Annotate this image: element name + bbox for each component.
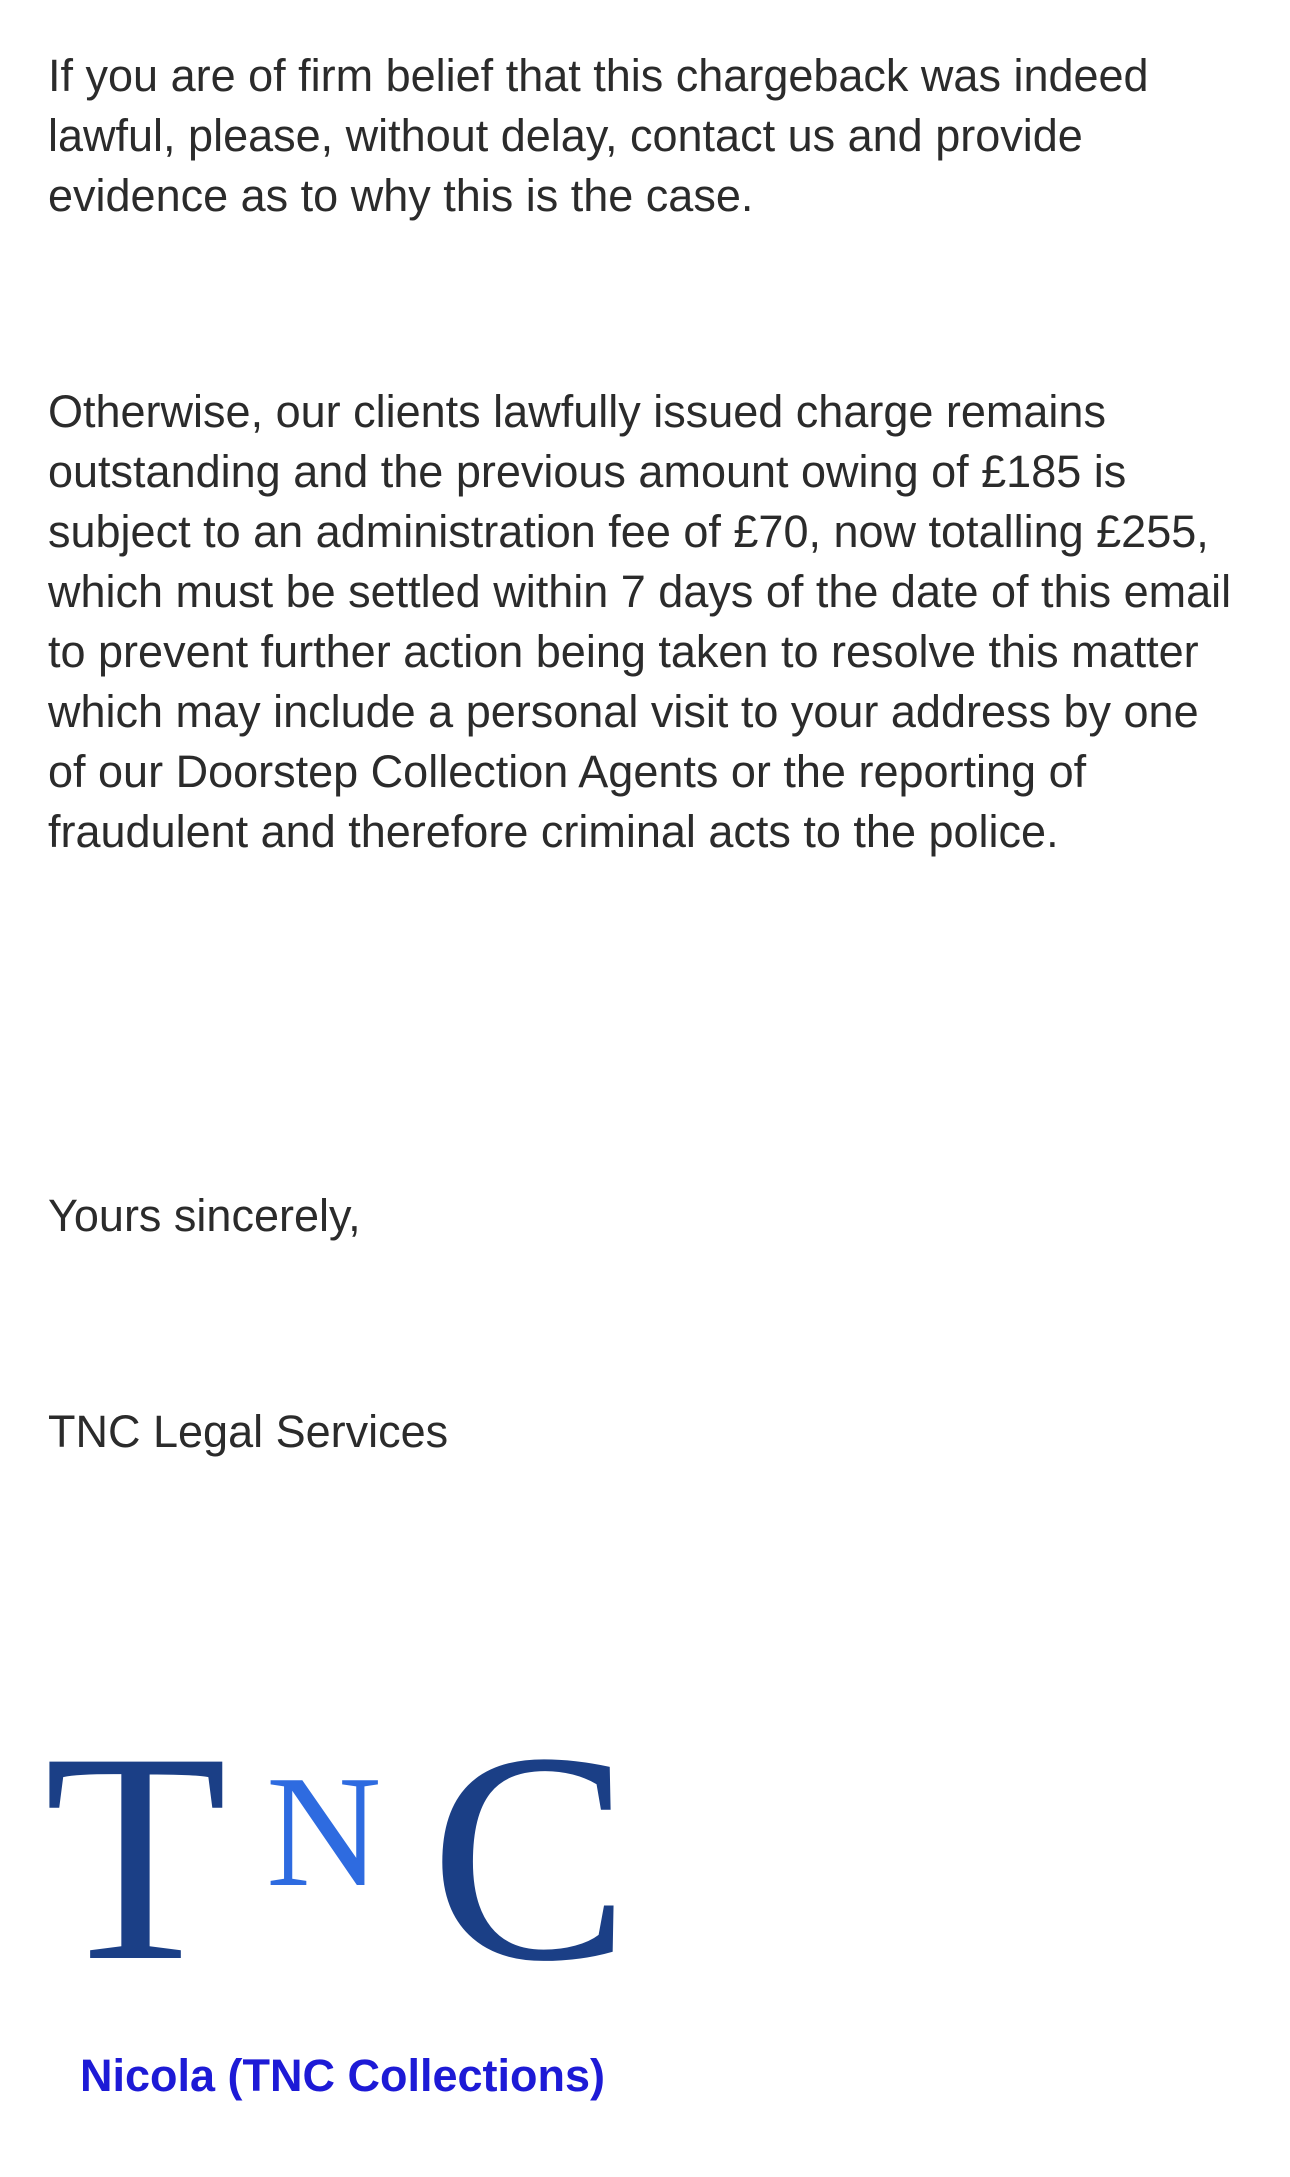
logo-letter-c: C: [430, 1740, 631, 1980]
tnc-logo: [44, 1740, 664, 1980]
email-paragraph-outstanding-charge: Otherwise, our clients lawfully issued charge remains outstanding and the previous amount owing of £185 is subject to an administration fee of £70, now totalling £255, which must be settled within 7 days of the date of this email to prevent further action being taken to resolve this matter which may include a personal visit to your address by one of our Doorstep Collection Agents or the reporting of fraudulent and therefore criminal acts to the police.: [48, 386, 1232, 857]
logo-letter-t: T: [44, 1740, 228, 1980]
email-closing: Yours sincerely,: [48, 1190, 361, 1241]
email-paragraph-evidence: If you are of firm belief that this chargeback was indeed lawful, please, without delay, contact us and provide evidence as to why this is the case.: [48, 50, 1149, 221]
sender-name: TNC Legal Services: [48, 1406, 449, 1457]
signature-link[interactable]: Nicola (TNC Collections): [80, 2050, 606, 2101]
logo-letter-n: N: [266, 1742, 382, 1920]
